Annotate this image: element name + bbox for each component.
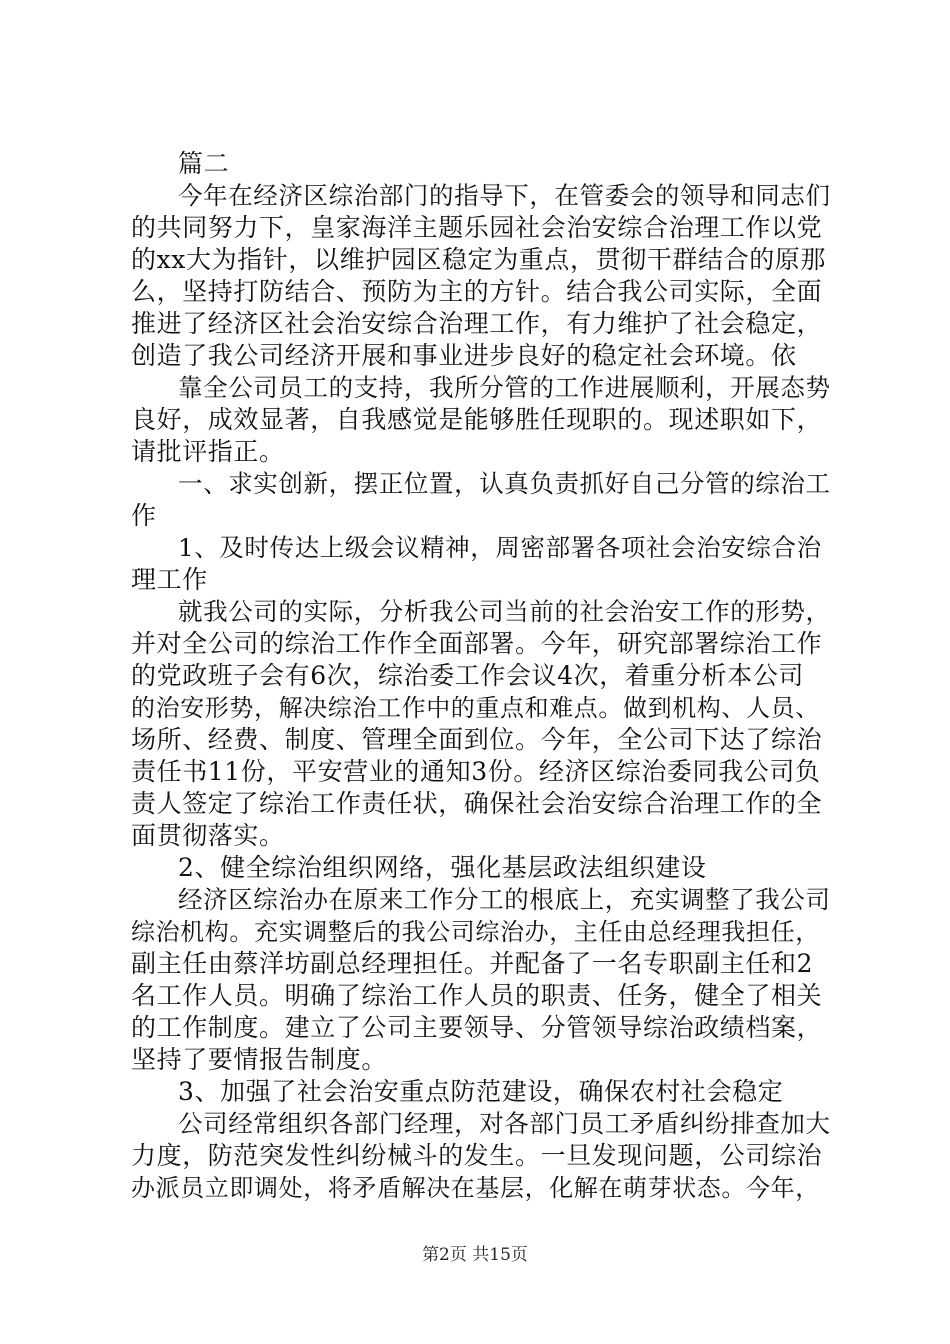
text-line: 综治机构。充实调整后的我公司综治办，主任由总经理我担任， (131, 918, 820, 946)
text-line: 3、加强了社会治安重点防范建设，确保农村社会稳定 (178, 1077, 784, 1106)
text-line: 公司经常组织各部门经理，对各部门员工矛盾纠纷排查加大 (178, 1109, 831, 1138)
text-line: 责人签定了综治工作责任状，确保社会治安综合治理工作的全 (131, 789, 823, 818)
text-line: 力度，防范突发性纠纷械斗的发生。一旦发现问题，公司综治 (131, 1141, 823, 1170)
text-line: 就我公司的实际，分析我公司当前的社会治安工作的形势， (178, 597, 831, 626)
text-line: 创造了我公司经济开展和事业进步良好的稳定社会环境。依 (131, 341, 797, 370)
text-line: 作 (131, 501, 157, 530)
text-line: 理工作 (131, 565, 208, 594)
text-line: 名工作人员。明确了综治工作人员的职责、任务，健全了相关 (131, 981, 823, 1010)
text-line: 一、求实创新，摆正位置，认真负责抓好自己分管的综治工 (178, 469, 831, 498)
text-line: 靠全公司员工的支持，我所分管的工作进展顺利，开展态势 (178, 373, 831, 402)
page-footer: 第2页 共15页 (422, 1245, 528, 1265)
text-line: 坚持了要情报告制度。 (131, 1045, 388, 1074)
text-line: 经济区综治办在原来工作分工的根底上，充实调整了我公司 (178, 885, 831, 914)
text-line: 1、及时传达上级会议精神，周密部署各项社会治安综合治 (178, 533, 822, 562)
text-line: 篇二 (178, 149, 230, 178)
text-line: 办派员立即调处，将矛盾解决在基层，化解在萌芽状态。今年， (131, 1174, 820, 1202)
text-line: 么，坚持打防结合、预防为主的方针。结合我公司实际，全面 (131, 277, 823, 306)
text-line: 并对全公司的综治工作作全面部署。今年，研究部署综治工作 (131, 629, 823, 658)
text-line: 2、健全综治组织网络，强化基层政法组织建设 (178, 853, 707, 882)
text-line: 请批评指正。 (131, 437, 285, 466)
text-line: 的共同努力下，皇家海洋主题乐园社会治安综合治理工作以党 (131, 213, 823, 242)
text-line: 副主任由蔡洋坊副总经理担任。并配备了一名专职副主任和2 (131, 949, 814, 978)
text-line: 今年在经济区综治部门的指导下，在管委会的领导和同志们 (178, 181, 831, 210)
text-line: 的党政班子会有6次，综治委工作会议4次，着重分析本公司 (131, 661, 805, 690)
text-line: 推进了经济区社会治安综合治理工作，有力维护了社会稳定， (131, 309, 823, 338)
text-line: 的治安形势，解决综治工作中的重点和难点。做到机构、人员、 (131, 694, 820, 722)
text-line: 面贯彻落实。 (131, 821, 285, 850)
document-body (131, 148, 831, 1204)
text-line: 良好，成效显著，自我感觉是能够胜任现职的。现述职如下， (131, 405, 823, 434)
text-line: 场所、经费、制度、管理全面到位。今年，全公司下达了综治 (131, 725, 823, 754)
text-line: 的工作制度。建立了公司主要领导、分管领导综治政绩档案， (131, 1013, 823, 1042)
text-line: 责任书11份，平安营业的通知3份。经济区综治委同我公司负 (131, 757, 821, 786)
text-line: 的xx大为指针，以维护园区稳定为重点，贯彻干群结合的原那 (131, 245, 827, 274)
